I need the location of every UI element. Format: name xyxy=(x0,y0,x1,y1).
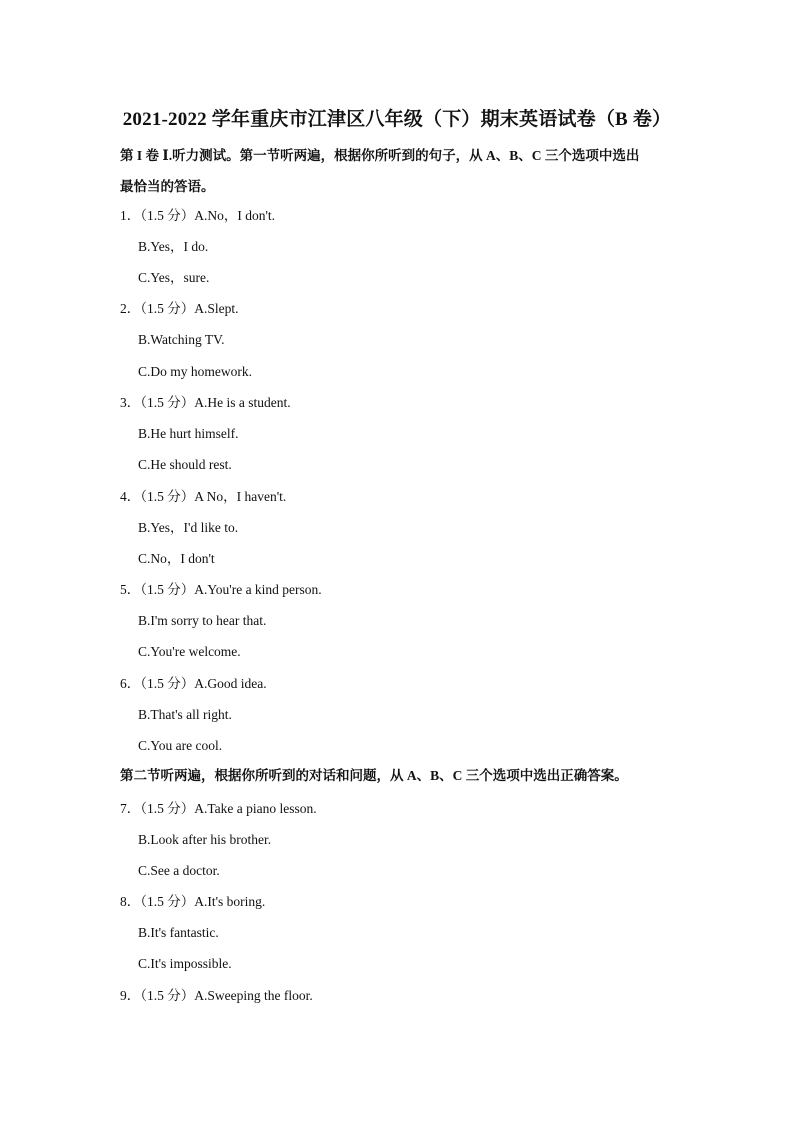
section1-line2: 最恰当的答语。 xyxy=(120,179,215,194)
question-3-option-c: C.He should rest. xyxy=(138,457,232,472)
question-2-option-b: B.Watching TV. xyxy=(138,332,225,347)
question-2-stem: 2．（1.5 分）A.Slept. xyxy=(120,301,239,316)
question-5-stem: 5．（1.5 分）A.You're a kind person. xyxy=(120,582,322,597)
question-4-stem: 4．（1.5 分）A No，I haven't. xyxy=(120,489,287,504)
question-5-option-c: C.You're welcome. xyxy=(138,644,241,659)
question-6-stem: 6．（1.5 分）A.Good idea. xyxy=(120,676,267,691)
question-6-option-c: C.You are cool. xyxy=(138,738,223,753)
question-7-option-b: B.Look after his brother. xyxy=(138,832,272,847)
question-3-stem: 3．（1.5 分）A.He is a student. xyxy=(120,395,291,410)
question-2-option-c: C.Do my homework. xyxy=(138,364,252,379)
question-8-option-c: C.It's impossible. xyxy=(138,956,232,971)
question-5-option-b: B.I'm sorry to hear that. xyxy=(138,613,267,628)
question-8-option-b: B.It's fantastic. xyxy=(138,925,219,940)
question-8-stem: 8．（1.5 分）A.It's boring. xyxy=(120,894,266,909)
question-4-option-b: B.Yes，I'd like to. xyxy=(138,520,239,535)
question-7-option-c: C.See a doctor. xyxy=(138,863,220,878)
question-9-stem: 9．（1.5 分）A.Sweeping the floor. xyxy=(120,988,313,1003)
question-1-stem: 1．（1.5 分）A.No，I don't. xyxy=(120,208,276,223)
question-7-stem: 7．（1.5 分）A.Take a piano lesson. xyxy=(120,801,317,816)
question-1-option-c: C.Yes，sure. xyxy=(138,270,210,285)
section2-instruction: 第二节听两遍，根据你所听到的对话和问题，从 A、B、C 三个选项中选出正确答案。 xyxy=(120,768,628,783)
page-title: 2021-2022 学年重庆市江津区八年级（下）期末英语试卷（B 卷） xyxy=(122,109,672,130)
question-1-option-b: B.Yes，I do. xyxy=(138,239,209,254)
question-6-option-b: B.That's all right. xyxy=(138,707,232,722)
question-3-option-b: B.He hurt himself. xyxy=(138,426,239,441)
question-4-option-c: C.No，I don't xyxy=(138,551,215,566)
section1-line1: 第 I 卷 Ⅰ.听力测试。第一节听两遍，根据你所听到的句子，从 A、B、C 三个选项中选出 xyxy=(120,148,640,163)
section1-instruction xyxy=(120,140,690,202)
